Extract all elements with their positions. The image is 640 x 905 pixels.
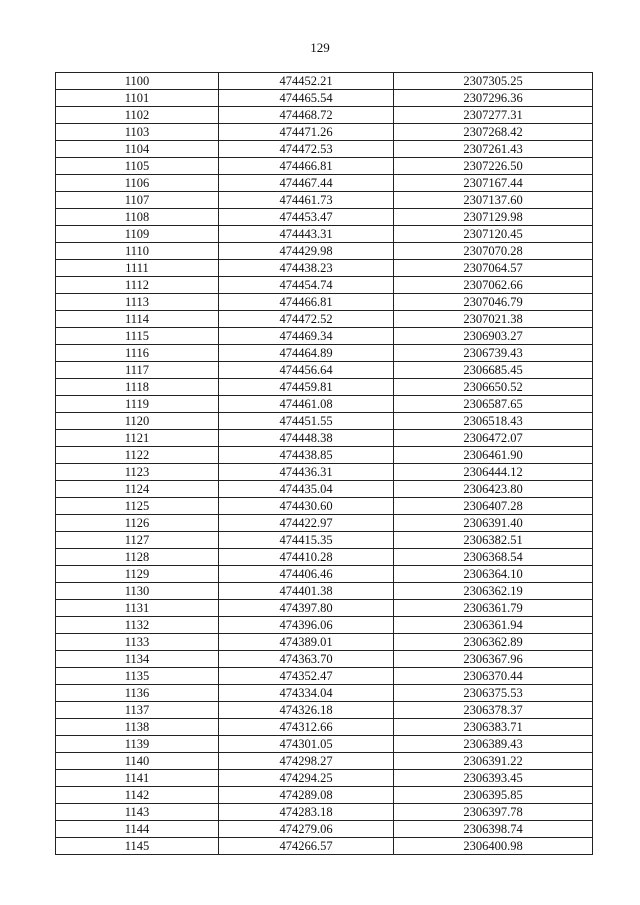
- y-coordinate-cell: 2306398.74: [394, 821, 593, 838]
- point-number-cell: 1138: [56, 719, 219, 736]
- table-row: [56, 566, 593, 583]
- point-number-cell: 1139: [56, 736, 219, 753]
- y-coordinate-cell: 2307277.31: [394, 107, 593, 124]
- x-coordinate-cell: 474465.54: [219, 90, 394, 107]
- y-coordinate-cell: 2306903.27: [394, 328, 593, 345]
- table-row: [56, 634, 593, 651]
- x-coordinate-cell: 474448.38: [219, 430, 394, 447]
- point-number-cell: 1107: [56, 192, 219, 209]
- point-number-cell: 1108: [56, 209, 219, 226]
- point-number-cell: 1144: [56, 821, 219, 838]
- y-coordinate-cell: 2306383.71: [394, 719, 593, 736]
- point-number-cell: 1112: [56, 277, 219, 294]
- table-row: [56, 345, 593, 362]
- point-number-cell: 1127: [56, 532, 219, 549]
- x-coordinate-cell: 474472.52: [219, 311, 394, 328]
- point-number-cell: 1103: [56, 124, 219, 141]
- point-number-cell: 1109: [56, 226, 219, 243]
- x-coordinate-cell: 474467.44: [219, 175, 394, 192]
- y-coordinate-cell: 2307120.45: [394, 226, 593, 243]
- point-number-cell: 1119: [56, 396, 219, 413]
- table-row: [56, 617, 593, 634]
- x-coordinate-cell: 474454.74: [219, 277, 394, 294]
- point-number-cell: 1101: [56, 90, 219, 107]
- coordinates-table: [55, 72, 593, 855]
- point-number-cell: 1122: [56, 447, 219, 464]
- table-row: [56, 124, 593, 141]
- x-coordinate-cell: 474363.70: [219, 651, 394, 668]
- y-coordinate-cell: 2307046.79: [394, 294, 593, 311]
- y-coordinate-cell: 2306423.80: [394, 481, 593, 498]
- point-number-cell: 1133: [56, 634, 219, 651]
- point-number-cell: 1100: [56, 73, 219, 90]
- table-row: [56, 719, 593, 736]
- point-number-cell: 1118: [56, 379, 219, 396]
- table-row: [56, 328, 593, 345]
- point-number-cell: 1121: [56, 430, 219, 447]
- point-number-cell: 1132: [56, 617, 219, 634]
- x-coordinate-cell: 474406.46: [219, 566, 394, 583]
- y-coordinate-cell: 2307261.43: [394, 141, 593, 158]
- y-coordinate-cell: 2307064.57: [394, 260, 593, 277]
- table-row: [56, 396, 593, 413]
- y-coordinate-cell: 2307296.36: [394, 90, 593, 107]
- table-row: [56, 821, 593, 838]
- point-number-cell: 1143: [56, 804, 219, 821]
- table-row: [56, 787, 593, 804]
- table-row: [56, 464, 593, 481]
- point-number-cell: 1129: [56, 566, 219, 583]
- point-number-cell: 1142: [56, 787, 219, 804]
- y-coordinate-cell: 2307129.98: [394, 209, 593, 226]
- x-coordinate-cell: 474461.08: [219, 396, 394, 413]
- x-coordinate-cell: 474471.26: [219, 124, 394, 141]
- x-coordinate-cell: 474429.98: [219, 243, 394, 260]
- table-row: [56, 73, 593, 90]
- x-coordinate-cell: 474436.31: [219, 464, 394, 481]
- table-row: [56, 838, 593, 855]
- y-coordinate-cell: 2306375.53: [394, 685, 593, 702]
- table-row: [56, 90, 593, 107]
- y-coordinate-cell: 2306391.40: [394, 515, 593, 532]
- point-number-cell: 1116: [56, 345, 219, 362]
- y-coordinate-cell: 2306382.51: [394, 532, 593, 549]
- point-number-cell: 1106: [56, 175, 219, 192]
- table-row: [56, 515, 593, 532]
- table-row: [56, 430, 593, 447]
- point-number-cell: 1125: [56, 498, 219, 515]
- y-coordinate-cell: 2306650.52: [394, 379, 593, 396]
- point-number-cell: 1141: [56, 770, 219, 787]
- x-coordinate-cell: 474438.23: [219, 260, 394, 277]
- x-coordinate-cell: 474466.81: [219, 158, 394, 175]
- table-row: [56, 498, 593, 515]
- y-coordinate-cell: 2306518.43: [394, 413, 593, 430]
- table-row: [56, 804, 593, 821]
- x-coordinate-cell: 474452.21: [219, 73, 394, 90]
- x-coordinate-cell: 474294.25: [219, 770, 394, 787]
- table-row: [56, 583, 593, 600]
- point-number-cell: 1111: [56, 260, 219, 277]
- x-coordinate-cell: 474312.66: [219, 719, 394, 736]
- y-coordinate-cell: 2306395.85: [394, 787, 593, 804]
- y-coordinate-cell: 2306739.43: [394, 345, 593, 362]
- y-coordinate-cell: 2307137.60: [394, 192, 593, 209]
- y-coordinate-cell: 2306461.90: [394, 447, 593, 464]
- point-number-cell: 1113: [56, 294, 219, 311]
- table-row: [56, 209, 593, 226]
- table-row: [56, 481, 593, 498]
- y-coordinate-cell: 2306368.54: [394, 549, 593, 566]
- y-coordinate-cell: 2306400.98: [394, 838, 593, 855]
- y-coordinate-cell: 2307062.66: [394, 277, 593, 294]
- point-number-cell: 1137: [56, 702, 219, 719]
- table-row: [56, 770, 593, 787]
- x-coordinate-cell: 474430.60: [219, 498, 394, 515]
- x-coordinate-cell: 474464.89: [219, 345, 394, 362]
- y-coordinate-cell: 2306362.19: [394, 583, 593, 600]
- table-row: [56, 549, 593, 566]
- x-coordinate-cell: 474438.85: [219, 447, 394, 464]
- x-coordinate-cell: 474396.06: [219, 617, 394, 634]
- x-coordinate-cell: 474472.53: [219, 141, 394, 158]
- y-coordinate-cell: 2306397.78: [394, 804, 593, 821]
- table-row: [56, 311, 593, 328]
- y-coordinate-cell: 2306361.79: [394, 600, 593, 617]
- x-coordinate-cell: 474397.80: [219, 600, 394, 617]
- x-coordinate-cell: 474443.31: [219, 226, 394, 243]
- x-coordinate-cell: 474279.06: [219, 821, 394, 838]
- x-coordinate-cell: 474415.35: [219, 532, 394, 549]
- point-number-cell: 1130: [56, 583, 219, 600]
- x-coordinate-cell: 474389.01: [219, 634, 394, 651]
- y-coordinate-cell: 2307070.28: [394, 243, 593, 260]
- y-coordinate-cell: 2307226.50: [394, 158, 593, 175]
- table-row: [56, 736, 593, 753]
- x-coordinate-cell: 474453.47: [219, 209, 394, 226]
- point-number-cell: 1134: [56, 651, 219, 668]
- y-coordinate-cell: 2306378.37: [394, 702, 593, 719]
- point-number-cell: 1126: [56, 515, 219, 532]
- x-coordinate-cell: 474435.04: [219, 481, 394, 498]
- point-number-cell: 1140: [56, 753, 219, 770]
- point-number-cell: 1135: [56, 668, 219, 685]
- table-row: [56, 277, 593, 294]
- x-coordinate-cell: 474468.72: [219, 107, 394, 124]
- y-coordinate-cell: 2306389.43: [394, 736, 593, 753]
- x-coordinate-cell: 474466.81: [219, 294, 394, 311]
- point-number-cell: 1128: [56, 549, 219, 566]
- x-coordinate-cell: 474401.38: [219, 583, 394, 600]
- coordinates-table-body: [56, 73, 593, 855]
- y-coordinate-cell: 2307167.44: [394, 175, 593, 192]
- point-number-cell: 1123: [56, 464, 219, 481]
- point-number-cell: 1105: [56, 158, 219, 175]
- point-number-cell: 1117: [56, 362, 219, 379]
- point-number-cell: 1145: [56, 838, 219, 855]
- y-coordinate-cell: 2306361.94: [394, 617, 593, 634]
- table-row: [56, 413, 593, 430]
- point-number-cell: 1124: [56, 481, 219, 498]
- y-coordinate-cell: 2306393.45: [394, 770, 593, 787]
- y-coordinate-cell: 2307268.42: [394, 124, 593, 141]
- table-row: [56, 668, 593, 685]
- x-coordinate-cell: 474301.05: [219, 736, 394, 753]
- table-row: [56, 651, 593, 668]
- y-coordinate-cell: 2307021.38: [394, 311, 593, 328]
- table-row: [56, 226, 593, 243]
- point-number-cell: 1114: [56, 311, 219, 328]
- y-coordinate-cell: 2306444.12: [394, 464, 593, 481]
- table-row: [56, 600, 593, 617]
- y-coordinate-cell: 2306370.44: [394, 668, 593, 685]
- y-coordinate-cell: 2306391.22: [394, 753, 593, 770]
- x-coordinate-cell: 474283.18: [219, 804, 394, 821]
- table-row: [56, 685, 593, 702]
- point-number-cell: 1102: [56, 107, 219, 124]
- y-coordinate-cell: 2307305.25: [394, 73, 593, 90]
- point-number-cell: 1120: [56, 413, 219, 430]
- x-coordinate-cell: 474469.34: [219, 328, 394, 345]
- table-row: [56, 192, 593, 209]
- y-coordinate-cell: 2306362.89: [394, 634, 593, 651]
- y-coordinate-cell: 2306407.28: [394, 498, 593, 515]
- table-row: [56, 141, 593, 158]
- x-coordinate-cell: 474266.57: [219, 838, 394, 855]
- point-number-cell: 1104: [56, 141, 219, 158]
- table-row: [56, 158, 593, 175]
- x-coordinate-cell: 474451.55: [219, 413, 394, 430]
- table-row: [56, 175, 593, 192]
- y-coordinate-cell: 2306367.96: [394, 651, 593, 668]
- page-number: 129: [310, 40, 330, 55]
- x-coordinate-cell: 474461.73: [219, 192, 394, 209]
- table-row: [56, 702, 593, 719]
- x-coordinate-cell: 474422.97: [219, 515, 394, 532]
- point-number-cell: 1136: [56, 685, 219, 702]
- table-row: [56, 753, 593, 770]
- x-coordinate-cell: 474298.27: [219, 753, 394, 770]
- x-coordinate-cell: 474289.08: [219, 787, 394, 804]
- x-coordinate-cell: 474456.64: [219, 362, 394, 379]
- point-number-cell: 1110: [56, 243, 219, 260]
- table-row: [56, 532, 593, 549]
- table-row: [56, 294, 593, 311]
- y-coordinate-cell: 2306587.65: [394, 396, 593, 413]
- y-coordinate-cell: 2306685.45: [394, 362, 593, 379]
- x-coordinate-cell: 474459.81: [219, 379, 394, 396]
- x-coordinate-cell: 474334.04: [219, 685, 394, 702]
- table-row: [56, 379, 593, 396]
- x-coordinate-cell: 474410.28: [219, 549, 394, 566]
- point-number-cell: 1131: [56, 600, 219, 617]
- point-number-cell: 1115: [56, 328, 219, 345]
- x-coordinate-cell: 474352.47: [219, 668, 394, 685]
- table-row: [56, 362, 593, 379]
- table-row: [56, 243, 593, 260]
- table-row: [56, 447, 593, 464]
- table-row: [56, 260, 593, 277]
- y-coordinate-cell: 2306472.07: [394, 430, 593, 447]
- table-row: [56, 107, 593, 124]
- y-coordinate-cell: 2306364.10: [394, 566, 593, 583]
- x-coordinate-cell: 474326.18: [219, 702, 394, 719]
